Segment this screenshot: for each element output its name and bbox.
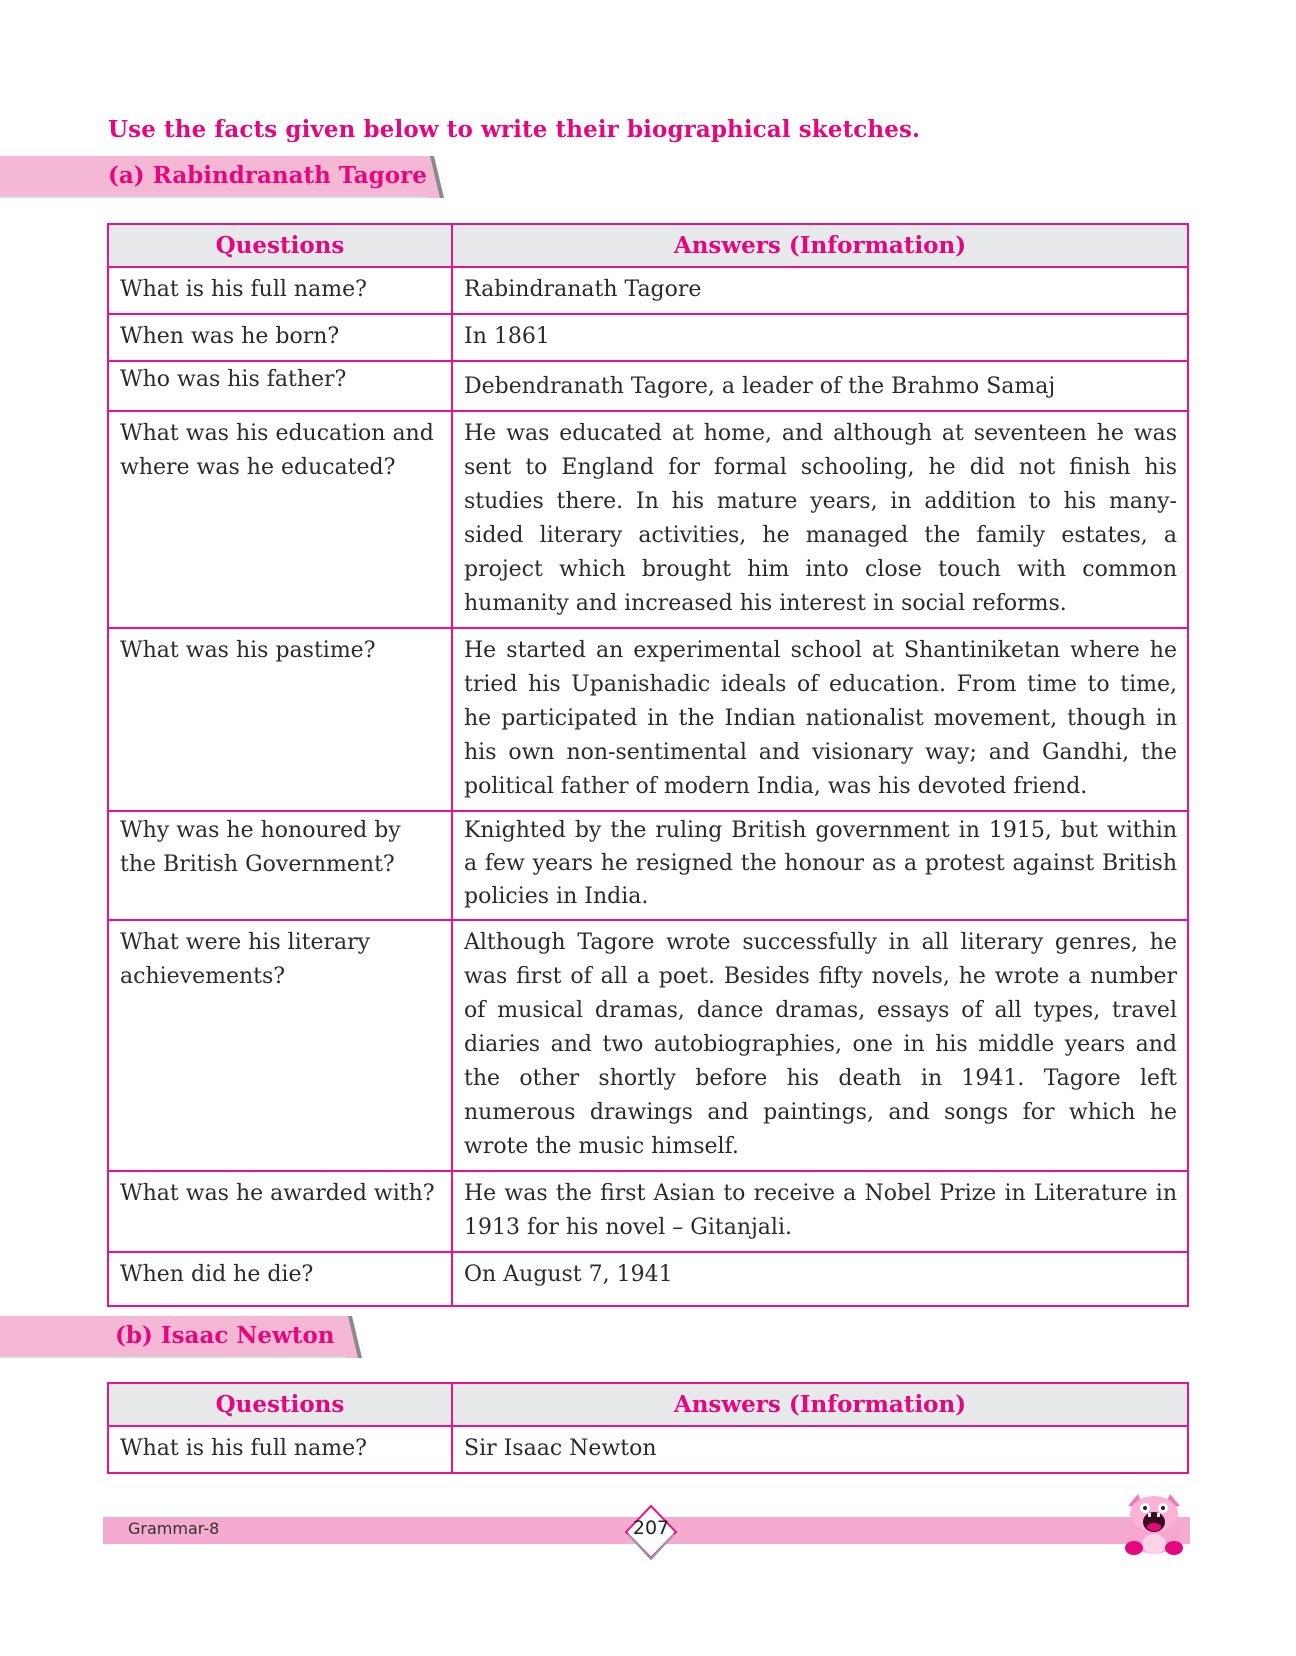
questions-header: Questions [108,224,452,267]
table-header-row [108,1383,1188,1426]
question-cell: When did he die? [108,1252,452,1306]
questions-header: Questions [108,1383,452,1426]
page-number: 207 [632,1517,670,1539]
question-cell: When was he born? [108,314,452,361]
banner-slant-icon [346,1316,362,1358]
answer-cell: On August 7, 1941 [452,1252,1188,1306]
banner-slant-icon [428,156,444,198]
answer-cell: Sir Isaac Newton [452,1426,1188,1473]
table-row [108,1426,1188,1473]
instruction-heading: Use the facts given below to write their biographical sketches. [108,116,921,143]
table-row [108,361,1188,411]
book-title: Grammar-8 [128,1519,220,1538]
newton-table [107,1382,1189,1474]
question-cell: Why was he honoured by the British Government? [108,811,452,920]
section-b-banner [0,1316,348,1358]
answers-header: Answers (Information) [452,224,1188,267]
table-row [108,1171,1188,1252]
section-a-title: (a) Rabindranath Tagore [108,162,427,189]
answers-header: Answers (Information) [452,1383,1188,1426]
table-row [108,1252,1188,1306]
section-b-title: (b) Isaac Newton [115,1322,335,1349]
table-row [108,267,1188,314]
answer-cell: He started an experimental school at Shantiniketan where he tried his Upanishadic ideals of education. From time to time, he participated in the Indian nationalist movement, though in his own non-sentimental and visionary way; and Gandhi, the political father of modern India, was his devoted friend. [452,628,1188,811]
answer-cell: Although Tagore wrote successfully in all literary genres, he was first of all a poet. Besides fifty novels, he wrote a number of musical dramas, dance dramas, essays of all types, travel diaries and two autobiographies, one in his middle years and the other shortly before his death in 1941. Tagore left numerous drawings and paintings, and songs for which he wrote the music himself. [452,920,1188,1171]
monster-mascot-icon [1114,1486,1194,1558]
table-row [108,411,1188,628]
answer-cell: In 1861 [452,314,1188,361]
question-cell: What was his pastime? [108,628,452,811]
table-row [108,920,1188,1171]
tagore-table [107,223,1189,1307]
answer-cell: He was educated at home, and although at seventeen he was sent to England for formal schooling, he did not finish his studies there. In his mature years, in addition to his many-sided literary activities, he managed the family estates, a project which brought him into close touch with common humanity and increased his interest in social reforms. [452,411,1188,628]
answer-cell: Knighted by the ruling British government in 1915, but within a few years he resigned the honour as a protest against British policies in India. [452,811,1188,920]
answer-cell: Debendranath Tagore, a leader of the Brahmo Samaj [452,361,1188,411]
table-row [108,811,1188,920]
table-row [108,314,1188,361]
answer-cell: Rabindranath Tagore [452,267,1188,314]
table-header-row [108,224,1188,267]
table-row [108,628,1188,811]
section-a-banner [0,156,430,198]
answer-cell: He was the first Asian to receive a Nobel Prize in Literature in 1913 for his novel – Gitanjali. [452,1171,1188,1252]
question-cell: What was he awarded with? [108,1171,452,1252]
question-cell: What was his education and where was he educated? [108,411,452,628]
question-cell: What were his literary achievements? [108,920,452,1171]
question-cell: Who was his father? [108,361,452,411]
question-cell: What is his full name? [108,1426,452,1473]
question-cell: What is his full name? [108,267,452,314]
